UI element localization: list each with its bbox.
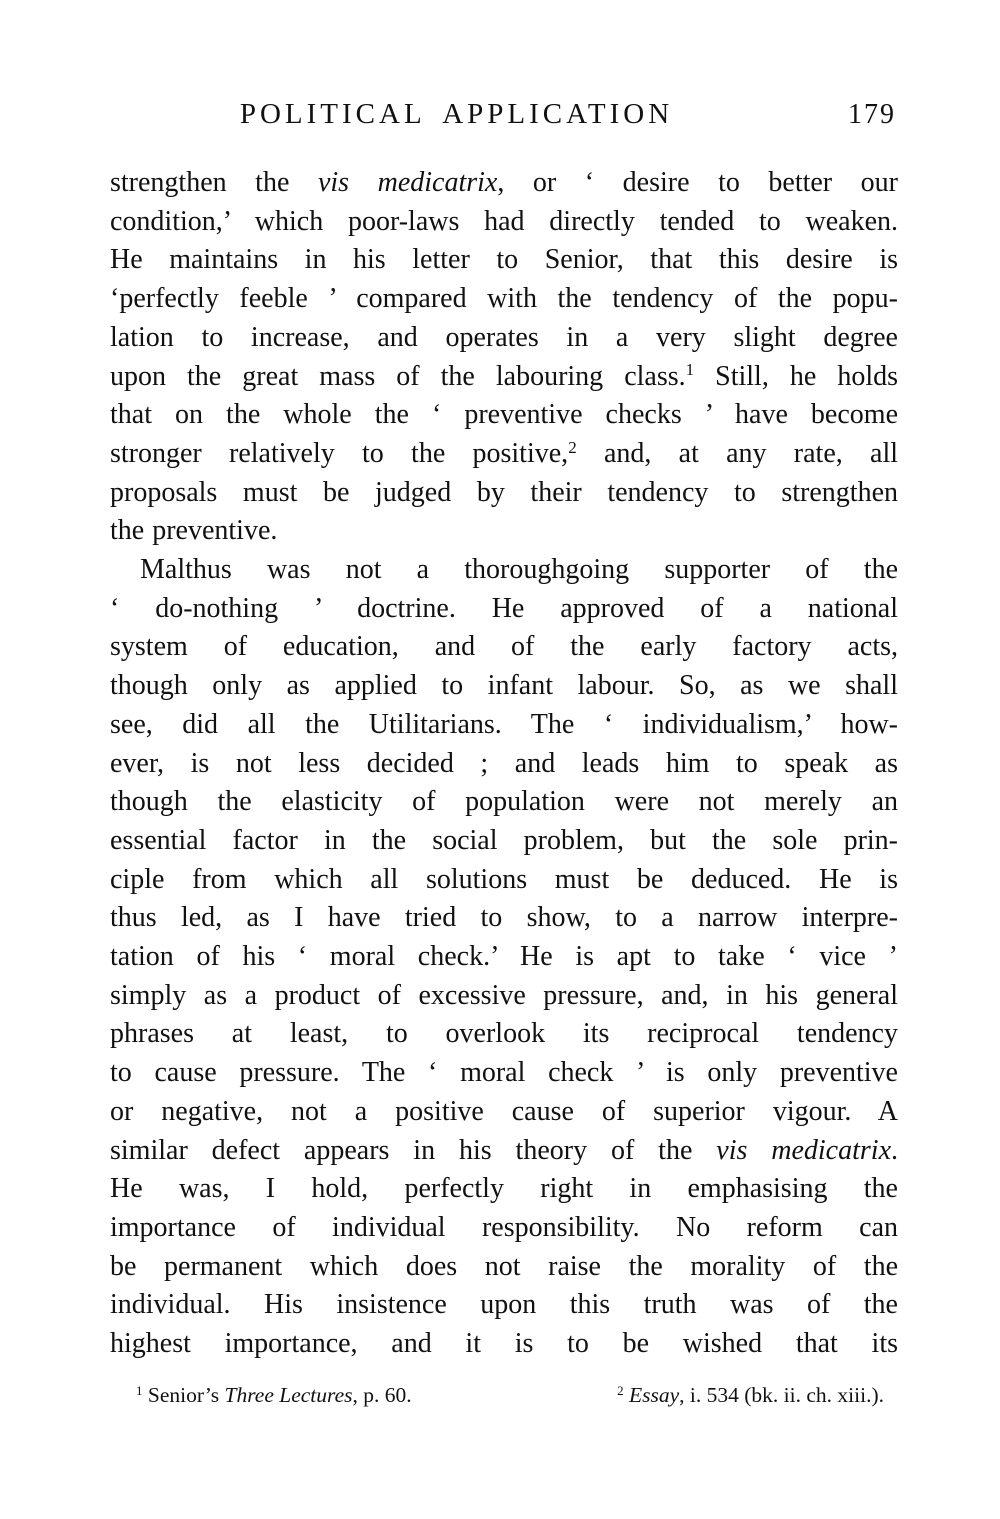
footnotes: [110, 1381, 898, 1409]
text-segment: see, did all the Utilitarians. The ‘ individualism,’ how-: [110, 708, 898, 740]
footnote-marker: 1: [136, 1383, 143, 1399]
text-segment: individual. His insistence upon this truth was of the: [110, 1289, 898, 1321]
text-segment: the preventive.: [110, 515, 278, 547]
text-segment: thus led, as I have tried to show, to a narrow interpre-: [110, 902, 898, 934]
text-segment: phrases at least, to overlook its reciprocal tendency: [110, 1018, 898, 1050]
text-line: [110, 745, 898, 784]
text-segment: and, at any rate, all: [576, 437, 899, 469]
text-segment: Still, he holds: [694, 360, 898, 392]
text-segment: ciple from which all solutions must be deduced. He is: [110, 863, 898, 895]
text-segment: similar defect appears in his theory of the: [110, 1134, 717, 1166]
text-line: [110, 1093, 898, 1132]
text-segment: upon the great mass of the labouring class.: [110, 360, 686, 392]
text-line: [110, 1132, 898, 1171]
italic-text: vis medicatrix: [317, 167, 498, 198]
text-line: [110, 706, 898, 745]
text-line: [110, 938, 898, 977]
text-segment: though only as applied to infant labour. So, as we shall: [110, 670, 898, 702]
text-segment: strengthen the: [110, 167, 318, 198]
text-segment: though the elasticity of population were not merely an: [110, 786, 898, 818]
text-segment: He was, I hold, perfectly right in emphasising the: [110, 1173, 898, 1205]
body-paragraphs: [110, 164, 898, 1364]
text-segment: condition,’ which poor-laws had directly tended to weaken.: [110, 205, 898, 237]
text-segment: simply as a product of excessive pressure, and, in his general: [110, 979, 898, 1011]
footnote-marker: 1: [685, 360, 695, 380]
text-line: [110, 164, 898, 203]
text-line: [110, 822, 898, 861]
text-segment: , or ‘ desire to better our: [497, 167, 899, 198]
text-line: [110, 1015, 898, 1054]
text-segment: stronger relatively to the positive,: [110, 437, 569, 469]
italic-text: vis medicatrix: [716, 1134, 891, 1166]
text-segment: ever, is not less decided ; and leads him to speak as: [110, 747, 898, 779]
text-segment: that on the whole the ‘ preventive checks ’ have become: [110, 399, 898, 431]
text-segment: Senior’s: [142, 1382, 225, 1407]
text-segment: ‘ do-nothing ’ doctrine. He approved of a national: [110, 592, 898, 624]
text-line: [110, 1248, 898, 1287]
text-segment: system of education, and of the early factory acts,: [110, 631, 898, 663]
text-line: [110, 203, 898, 242]
running-head: [110, 98, 898, 138]
page-number: 179: [848, 99, 896, 130]
text-segment: highest importance, and it is to be wished that its: [110, 1328, 898, 1360]
text-segment: ‘perfectly feeble ’ compared with the tendency of the popu-: [110, 283, 898, 315]
italic-text: Three Lectures: [224, 1382, 353, 1407]
text-segment: lation to increase, and operates in a very slight degree: [110, 321, 898, 353]
text-line: [110, 551, 898, 590]
text-segment: importance of individual responsibility. No reform can: [110, 1211, 898, 1243]
text-segment: He maintains in his letter to Senior, that this desire is: [110, 244, 898, 276]
text-line: [110, 861, 898, 900]
text-line: [110, 977, 898, 1016]
footnote-marker: 2: [617, 1383, 624, 1399]
text-segment: proposals must be judged by their tendency to strengthen: [110, 476, 898, 508]
footnote: [136, 1381, 412, 1409]
footnote: [617, 1381, 884, 1409]
text-line: [110, 1325, 898, 1364]
paragraph: [110, 164, 898, 551]
text-line: [110, 667, 898, 706]
text-line: [110, 1054, 898, 1093]
text-line: [110, 512, 898, 551]
text-segment: Malthus was not a thoroughgoing supporter of the: [140, 554, 898, 586]
text-line: [110, 1209, 898, 1248]
text-line: [110, 474, 898, 513]
text-segment: to cause pressure. The ‘ moral check ’ is only preventive: [110, 1057, 898, 1089]
text-line: [110, 1286, 898, 1325]
text-line: [110, 241, 898, 280]
text-line: [110, 1170, 898, 1209]
text-line: [110, 435, 898, 474]
italic-text: Essay: [629, 1382, 680, 1407]
text-segment: be permanent which does not raise the morality of the: [110, 1250, 898, 1282]
text-segment: or negative, not a positive cause of superior vigour. A: [110, 1095, 898, 1127]
text-segment: .: [891, 1134, 898, 1166]
text-segment: essential factor in the social problem, but the sole prin-: [110, 824, 898, 856]
text-line: [110, 628, 898, 667]
page-body: [110, 0, 898, 1519]
paragraph: [110, 551, 898, 1364]
text-line: [110, 783, 898, 822]
text-segment: , p. 60.: [352, 1382, 412, 1407]
text-line: [110, 899, 898, 938]
footnote-marker: 2: [568, 437, 577, 457]
text-segment: tation of his ‘ moral check.’ He is apt to take ‘ vice ’: [110, 941, 898, 973]
text-line: [110, 358, 898, 397]
text-line: [110, 590, 898, 629]
text-line: [110, 396, 898, 435]
text-line: [110, 319, 898, 358]
text-line: [110, 280, 898, 319]
text-segment: , i. 534 (bk. ii. ch. xiii.).: [679, 1382, 884, 1407]
page-title: POLITICAL APPLICATION: [239, 98, 674, 130]
